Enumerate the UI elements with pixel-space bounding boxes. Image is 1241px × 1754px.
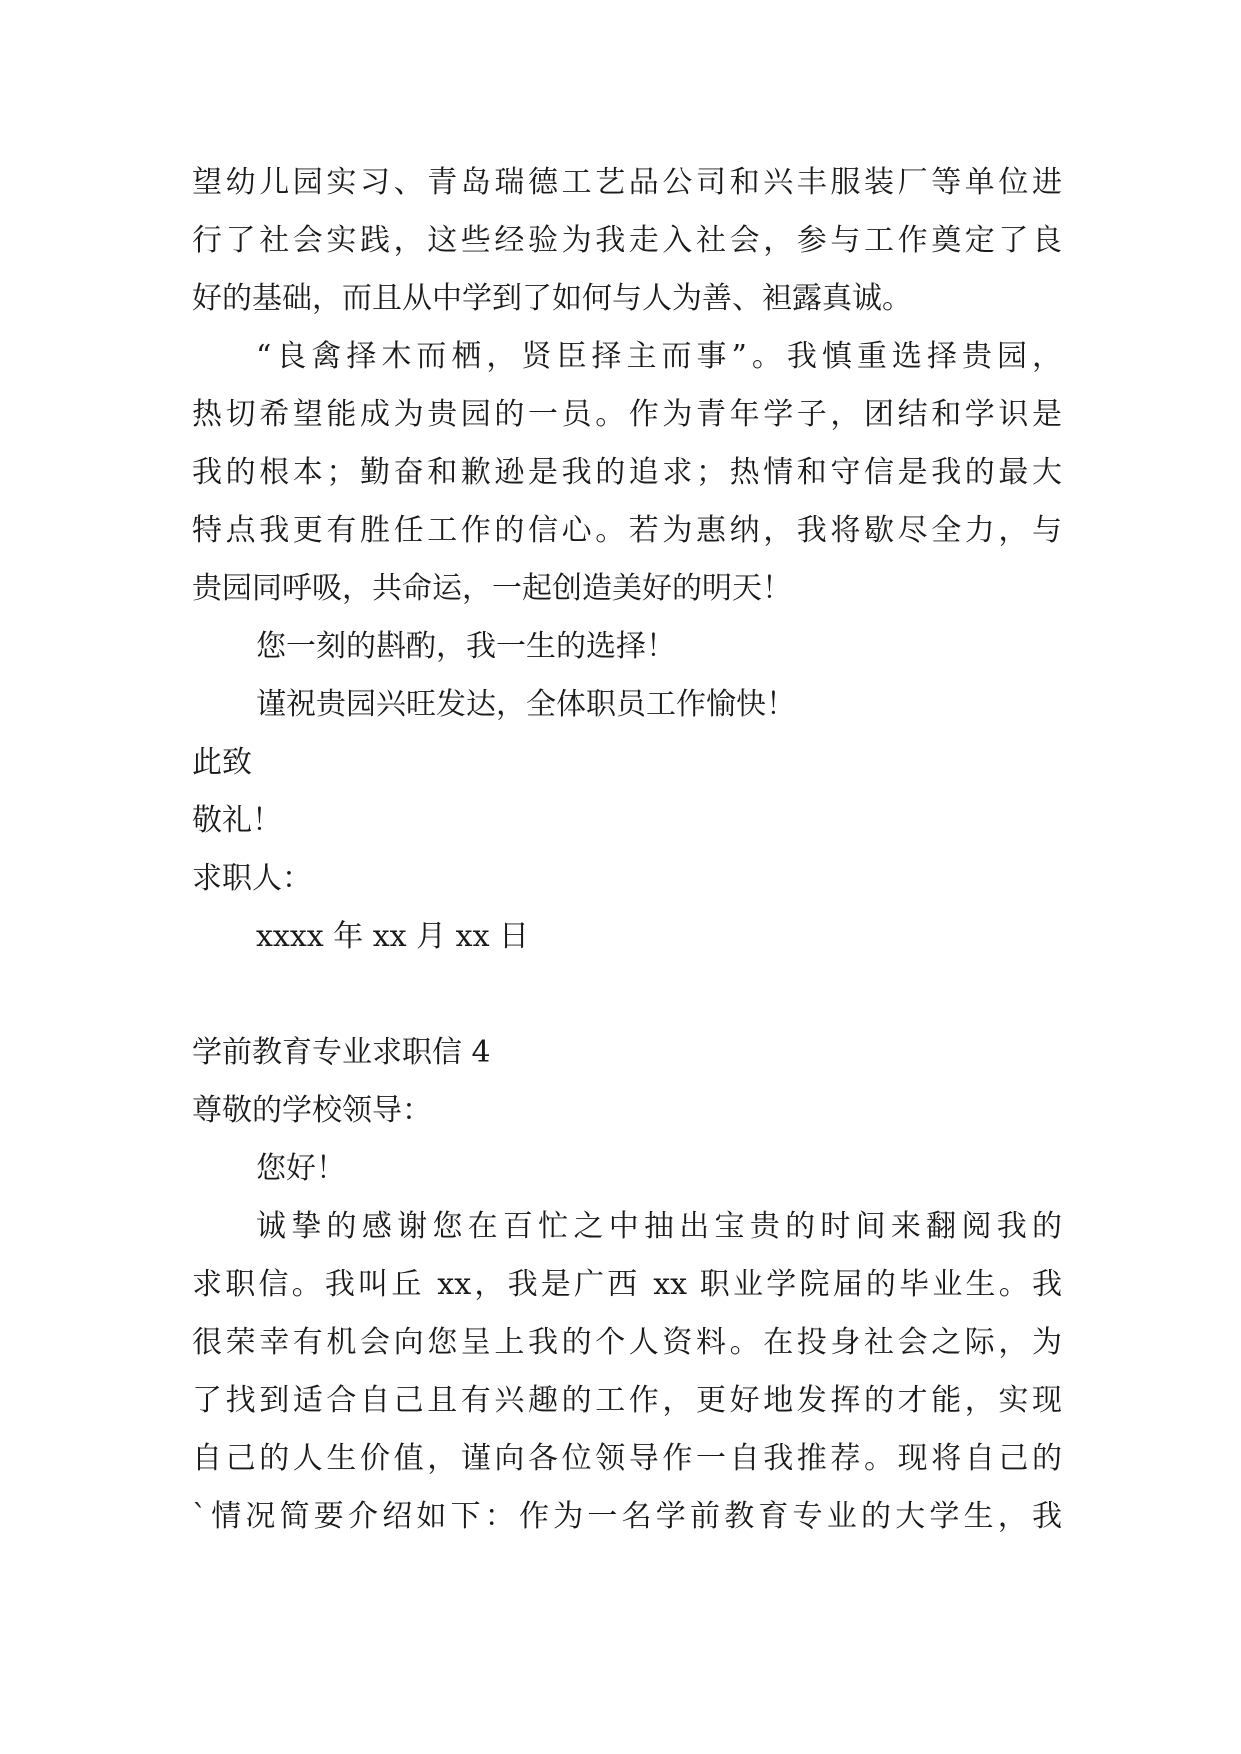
body-text-line: 行了社会实践，这些经验为我走入社会，参与工作奠定了良 — [192, 223, 1062, 258]
body-text-line: `情况简要介绍如下：作为一名学前教育专业的大学生，我 — [192, 1499, 1062, 1534]
signature-label: 求职人： — [192, 861, 312, 896]
body-text-line: 求职信。我叫丘 xx，我是广西 xx 职业学院届的毕业生。我 — [192, 1267, 1062, 1302]
greeting: 您好！ — [256, 1151, 346, 1186]
body-text-line: 贵园同呼吸，共命运，一起创造美好的明天！ — [192, 571, 792, 606]
salutation: 尊敬的学校领导： — [192, 1093, 432, 1128]
body-text-line: 谨祝贵园兴旺发达，全体职员工作愉快！ — [256, 687, 796, 722]
body-text-line: 好的基础，而且从中学到了如何与人为善、袒露真诚。 — [192, 281, 912, 316]
closing-text: 此致 — [192, 745, 252, 780]
section-title: 学前教育专业求职信 4 — [192, 1035, 491, 1070]
body-text-line: 很荣幸有机会向您呈上我的个人资料。在投身社会之际，为 — [192, 1325, 1062, 1360]
body-text-line: 了找到适合自己且有兴趣的工作，更好地发挥的才能，实现 — [192, 1383, 1062, 1418]
body-text-line: 我的根本；勤奋和歉逊是我的追求；热情和守信是我的最大 — [192, 455, 1062, 490]
body-text-line: 诚挚的感谢您在百忙之中抽出宝贵的时间来翻阅我的 — [256, 1209, 1062, 1244]
body-text-line: 自己的人生价值，谨向各位领导作一自我推荐。现将自己的 — [192, 1441, 1062, 1476]
body-text-line: 热切希望能成为贵园的一员。作为青年学子，团结和学识是 — [192, 397, 1062, 432]
body-text-line: “良禽择木而栖，贤臣择主而事”。我慎重选择贵园， — [256, 339, 1062, 374]
body-text-line: 您一刻的斟酌，我一生的选择！ — [256, 629, 676, 664]
body-text-line: 特点我更有胜任工作的信心。若为惠纳，我将歇尽全力，与 — [192, 513, 1062, 548]
body-text-line: 望幼儿园实习、青岛瑞德工艺品公司和兴丰服装厂等单位进 — [192, 165, 1062, 200]
closing-text: 敬礼！ — [192, 803, 282, 838]
date-line: xxxx 年 xx 月 xx 日 — [256, 919, 530, 954]
